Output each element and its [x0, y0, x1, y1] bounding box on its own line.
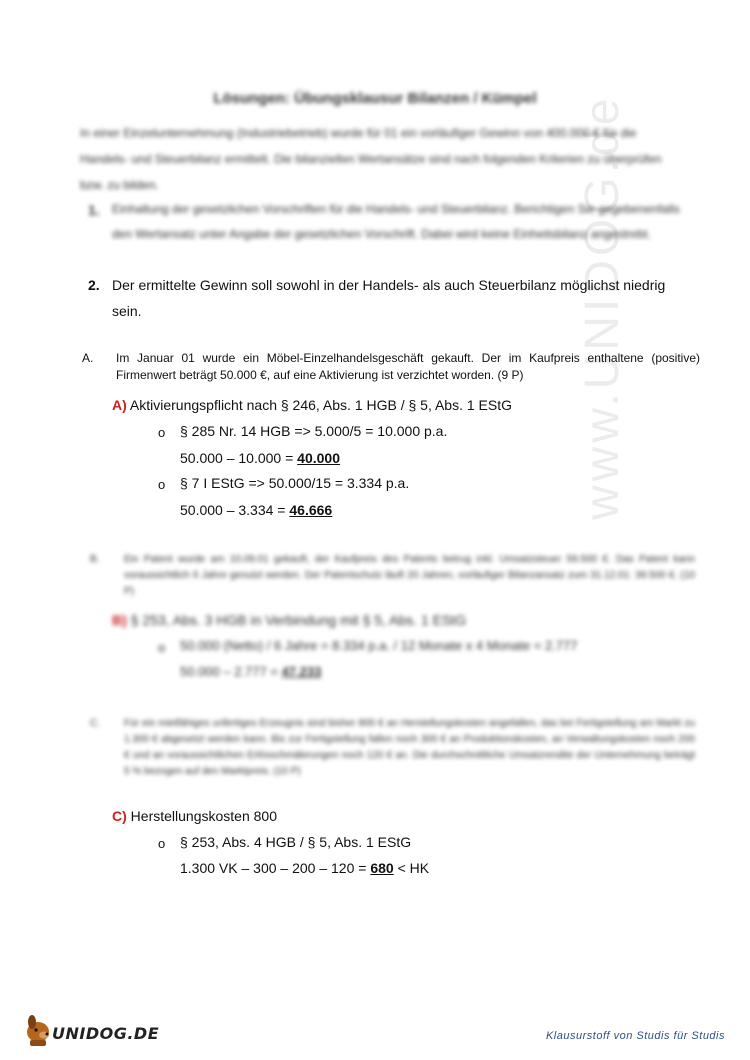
answer-label: C)	[112, 808, 127, 824]
question-letter: A.	[82, 351, 94, 365]
criterion-1	[88, 197, 688, 247]
answer-label: A)	[112, 397, 127, 413]
answer-a-heading	[112, 397, 512, 413]
answer-c-calc	[180, 860, 429, 876]
question-text: Ein Patent wurde am 10.09.01 gekauft, der Kaufpreis des Patents betrug inkl. Umsatzsteuer 59.500 €. Das Patent kann voraussichtlich 6 Jahre genutzt werden. Der Patentschutz läuft 20 Jahren, vorläufiger Bilanzansatz zum 31.12.01: 39.500 €. (10 P)	[124, 554, 695, 597]
question-letter: B.	[90, 554, 100, 565]
question-text: Für ein mietfähiges unfertiges Erzeugnis sind bisher 800 € an Herstellungskosten angefallen, das bei Fertigstellung am Markt zu 1.300 € abgesetzt werden kann. Bis zur Fertigstellung fallen noch 300 € an Produktionskosten, an Verwaltungskosten noch 200 € und an voraussichtlichen Erlösschmälerungen noch 120 € an. Die durchschnittliche Umsatzrendite der Unternehmung beträgt 5 % bezogen auf den Marktpreis. (10 P)	[124, 718, 695, 777]
calc-suffix: < HK	[393, 860, 430, 876]
criterion-text: Der ermittelte Gewinn soll sowohl in der Handels- als auch Steuerbilanz möglichst niedrig sein.	[112, 277, 666, 319]
calc-result: 680	[370, 860, 394, 876]
calc-text: 1.300 VK – 300 – 200 – 120 =	[180, 860, 371, 876]
calc-text: 50.000 – 10.000 =	[180, 450, 298, 466]
answer-a-estg: § 7 I EStG => 50.000/15 = 3.334 p.a.	[180, 475, 410, 491]
answer-c-heading	[112, 808, 277, 824]
calc-result: 47.233	[281, 664, 322, 679]
criterion-2	[88, 272, 688, 324]
answer-b-heading	[112, 612, 466, 628]
bullet-icon: o	[158, 640, 166, 655]
watermark: www.UNIDOG.de	[576, 94, 629, 520]
calc-result: 46.666	[289, 502, 333, 518]
question-c	[90, 716, 695, 780]
answer-a-hgb: § 285 Nr. 14 HGB => 5.000/5 = 10.000 p.a.	[180, 423, 448, 439]
bullet-icon: o	[158, 836, 166, 851]
footer-tagline: Klausurstoff von Studis für Studis	[545, 1030, 725, 1042]
question-a	[82, 350, 700, 384]
logo-text: UNIDOG.DE	[52, 1024, 160, 1043]
question-letter: C.	[90, 718, 100, 729]
answer-label: B)	[112, 612, 127, 628]
answer-heading-text: § 253, Abs. 3 HGB in Verbindung mit § 5, Abs. 1 EStG	[130, 612, 467, 628]
bullet-icon: o	[158, 425, 166, 440]
intro-paragraph: In einer Einzelunternehmung (Industriebetrieb) wurde für 01 ein vorläufiger Gewinn von 400.000 € für die Handels- und Steuerbilanz ermittelt. Die bilanziellen Wertansätze sind nach folgenden Kriterien zu überprüfen bzw. zu bilden.	[80, 126, 662, 192]
criterion-number: 2.	[88, 277, 100, 293]
calc-result: 40.000	[297, 450, 340, 466]
answer-a-estg-calc	[180, 502, 332, 518]
unidog-logo	[22, 1012, 160, 1048]
bullet-icon: o	[158, 477, 166, 492]
calc-text: 50.000 – 2.777 =	[180, 664, 282, 679]
calc-text: 50.000 – 3.334 =	[180, 502, 290, 518]
answer-heading-text: Herstellungskosten 800	[130, 808, 277, 824]
answer-a-hgb-calc	[180, 450, 340, 466]
criterion-text: Einhaltung der gesetzlichen Vorschriften für die Handels- und Steuerbilanz. Berichtigen Sie gegebenenfalls den Wertansatz unter Angabe der gesetzlichen Vorschrift. Dabei wird keine Einheitsbilanz angestrebt.	[112, 202, 680, 241]
question-text: Im Januar 01 wurde ein Möbel-Einzelhandelsgeschäft gekauft. Der im Kaufpreis enthaltene (positive) Firmenwert beträgt 50.000 €, auf eine Aktivierung ist verzichtet worden. (9 P)	[116, 351, 700, 382]
answer-heading-text: Aktivierungspflicht nach § 246, Abs. 1 HGB / § 5, Abs. 1 EStG	[129, 397, 513, 413]
answer-b-calc-2	[180, 664, 321, 679]
answer-b-calc-1: 50.000 (Netto) / 6 Jahre = 8.334 p.a. / 12 Monate x 4 Monate = 2.777	[180, 638, 578, 653]
criterion-number: 1.	[88, 202, 100, 218]
page-title: Lösungen: Übungsklausur Bilanzen / Kümpel	[213, 90, 537, 107]
question-b	[90, 552, 695, 600]
answer-c-rule: § 253, Abs. 4 HGB / § 5, Abs. 1 EStG	[180, 834, 412, 850]
